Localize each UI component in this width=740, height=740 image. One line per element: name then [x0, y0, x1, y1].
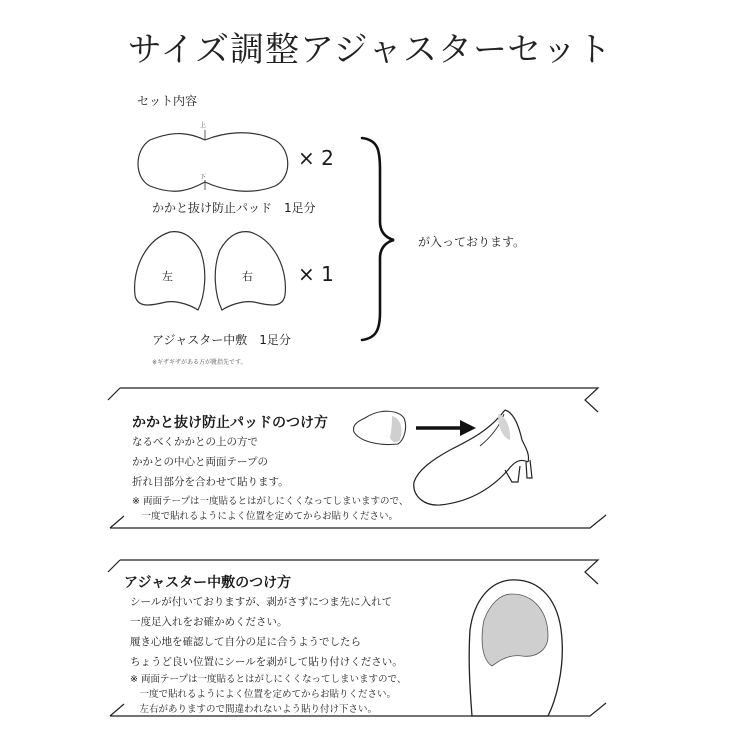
pad-caption: かかと抜け防止パッド 1足分 [152, 201, 316, 215]
section1-heading: かかと抜け防止パッドのつけ方 [132, 415, 328, 431]
left-label: 左 [162, 270, 173, 283]
section2-line: 履き心地を確認して自分の足に合うようでしたら [130, 636, 361, 648]
arrow-icon [460, 420, 476, 436]
section2-line: 一度足入れをお確かめください。 [130, 616, 288, 628]
section2-line: ちょうど良い位置にシールを剥がして貼り付けください。 [130, 656, 403, 668]
pad-bottom-mark: 下 [200, 174, 207, 181]
brace [362, 138, 394, 340]
pad-multiplier: × 2 [298, 146, 334, 170]
set-contents-label: セット内容 [137, 94, 198, 108]
page-title: サイズ調整アジャスターセット [127, 30, 613, 70]
insole-caption: アジャスター中敷 1足分 [152, 333, 291, 347]
section2-body [130, 592, 403, 672]
included-text: が入っております。 [418, 235, 526, 249]
section1-line: かかとの中心と両面テープの [132, 456, 268, 468]
section2-note: 左右がありますので間違われないよう貼り付け下さい。 [130, 704, 378, 715]
section2-line: シールが付いておりますが、剥がさずにつま先に入れて [130, 596, 393, 608]
insole-note: ※ギザギザがある方が靴指先です。 [152, 359, 247, 366]
section2-heading: アジャスター中敷のつけ方 [124, 575, 292, 591]
pad-top-mark: 上 [200, 122, 207, 129]
section2-note: 一度で貼れるようによく位置を定めてからお貼りください。 [130, 689, 397, 700]
sole-illustration [469, 580, 562, 716]
section1-note: 一度で貼れるようによく位置を定めてからお貼りください。 [132, 511, 399, 522]
section1-body [132, 432, 289, 492]
section1-notes [132, 494, 408, 524]
heel-pad-illustration [138, 133, 288, 191]
section2-note: ※ 両面テープは一度貼るとはがしにくくなってしまいますので、 [130, 674, 407, 685]
section2-notes [130, 672, 406, 717]
shoe-illustration [414, 410, 532, 505]
right-label: 右 [242, 270, 253, 283]
section1-line: なるべくかかとの上の方で [132, 436, 258, 448]
insole-multiplier: × 1 [298, 262, 334, 286]
section1-line: 折れ目部分を合わせて貼ります。 [132, 476, 289, 488]
section1-note: ※ 両面テープは一度貼るとはがしにくくなってしまいますので、 [132, 496, 409, 507]
